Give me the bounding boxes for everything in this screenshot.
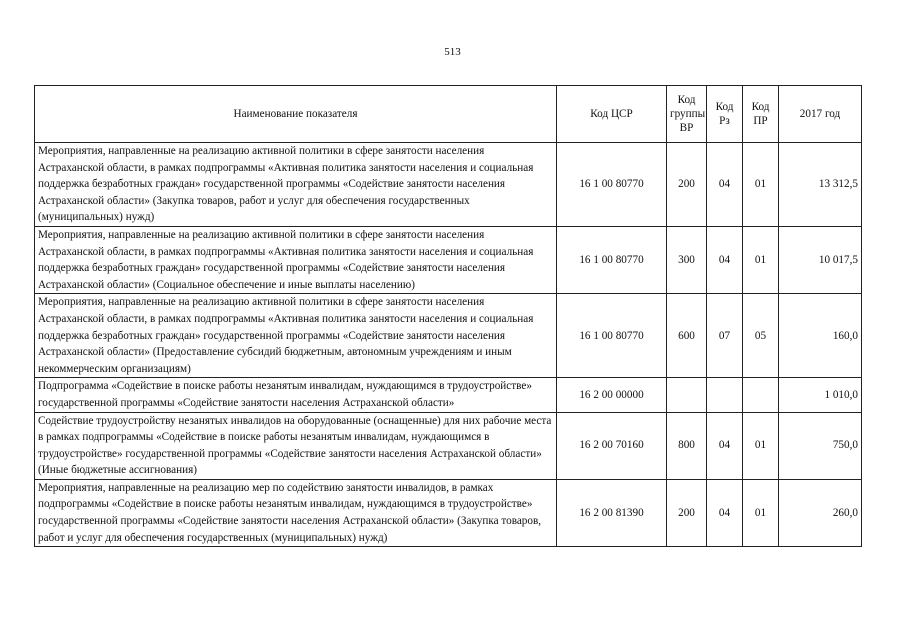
row-csr: 16 1 00 80770 (557, 294, 667, 378)
row-vr: 200 (667, 479, 707, 546)
row-name: Мероприятия, направленные на реализацию активной политики в сфере занятости населения Астраханской области, в рамках подпрограммы «Активная политика занятости населения и социальная поддержка безработных граждан» государственной программы «Содействие занятости населения Астраханской области» (Предоставление субсидий бюджетным, автономным учреждениям и иным некоммерческим организациям) (35, 294, 557, 378)
row-rz: 04 (707, 412, 743, 479)
row-csr: 16 2 00 81390 (557, 479, 667, 546)
row-amount: 750,0 (779, 412, 862, 479)
row-csr: 16 2 00 70160 (557, 412, 667, 479)
table-row (35, 294, 862, 378)
header-name: Наименование показателя (35, 86, 557, 143)
row-rz: 04 (707, 143, 743, 227)
row-pr: 01 (743, 226, 779, 293)
row-name: Содействие трудоустройству незанятых инвалидов на оборудованные (оснащенные) для них рабочие места в рамках подпрограммы «Содействие в поиске работы незанятым инвалидам, нуждающимся в трудоустройстве» государственной программы «Содействие занятости населения Астраханской области» (Иные бюджетные ассигнования) (35, 412, 557, 479)
row-pr (743, 378, 779, 412)
table-row (35, 412, 862, 479)
row-amount: 160,0 (779, 294, 862, 378)
row-csr: 16 1 00 80770 (557, 143, 667, 227)
row-amount: 10 017,5 (779, 226, 862, 293)
header-rz-code: Код Рз (707, 86, 743, 143)
row-rz (707, 378, 743, 412)
row-amount: 260,0 (779, 479, 862, 546)
row-name: Мероприятия, направленные на реализацию мер по содействию занятости инвалидов, в рамках подпрограммы «Содействие в поиске работы незанятым инвалидам, нуждающимся в трудоустройстве» государственной программы «Содействие занятости населения Астраханской области» (Закупка товаров, работ и услуг для обеспечения государственных (муниципальных) нужд) (35, 479, 557, 546)
budget-table (34, 85, 862, 547)
row-rz: 04 (707, 226, 743, 293)
row-csr: 16 2 00 00000 (557, 378, 667, 412)
row-csr: 16 1 00 80770 (557, 226, 667, 293)
row-name: Мероприятия, направленные на реализацию активной политики в сфере занятости населения Астраханской области, в рамках подпрограммы «Активная политика занятости населения и социальная поддержка безработных граждан» государственной программы «Содействие занятости населения Астраханской области» (Социальное обеспечение и иные выплаты населению) (35, 226, 557, 293)
row-rz: 07 (707, 294, 743, 378)
header-year: 2017 год (779, 86, 862, 143)
row-vr (667, 378, 707, 412)
row-vr: 300 (667, 226, 707, 293)
table-row (35, 378, 862, 412)
row-pr: 01 (743, 479, 779, 546)
row-name: Мероприятия, направленные на реализацию активной политики в сфере занятости населения Астраханской области, в рамках подпрограммы «Активная политика занятости населения и социальная поддержка безработных граждан» государственной программы «Содействие занятости населения Астраханской области» (Закупка товаров, работ и услуг для обеспечения государственных (муниципальных) нужд) (35, 143, 557, 227)
page-number: 513 (444, 46, 461, 58)
row-rz: 04 (707, 479, 743, 546)
row-pr: 05 (743, 294, 779, 378)
header-pr-code: Код ПР (743, 86, 779, 143)
table-header-row (35, 86, 862, 143)
row-name: Подпрограмма «Содействие в поиске работы незанятым инвалидам, нуждающимся в трудоустройстве» государственной программы «Содействие занятости населения Астраханской области» (35, 378, 557, 412)
header-csr-code: Код ЦСР (557, 86, 667, 143)
table-row (35, 479, 862, 546)
table-row (35, 226, 862, 293)
row-amount: 13 312,5 (779, 143, 862, 227)
table-row (35, 143, 862, 227)
row-vr: 200 (667, 143, 707, 227)
header-vr-code: Код группы ВР (667, 86, 707, 143)
row-amount: 1 010,0 (779, 378, 862, 412)
row-vr: 600 (667, 294, 707, 378)
row-pr: 01 (743, 412, 779, 479)
row-vr: 800 (667, 412, 707, 479)
row-pr: 01 (743, 143, 779, 227)
